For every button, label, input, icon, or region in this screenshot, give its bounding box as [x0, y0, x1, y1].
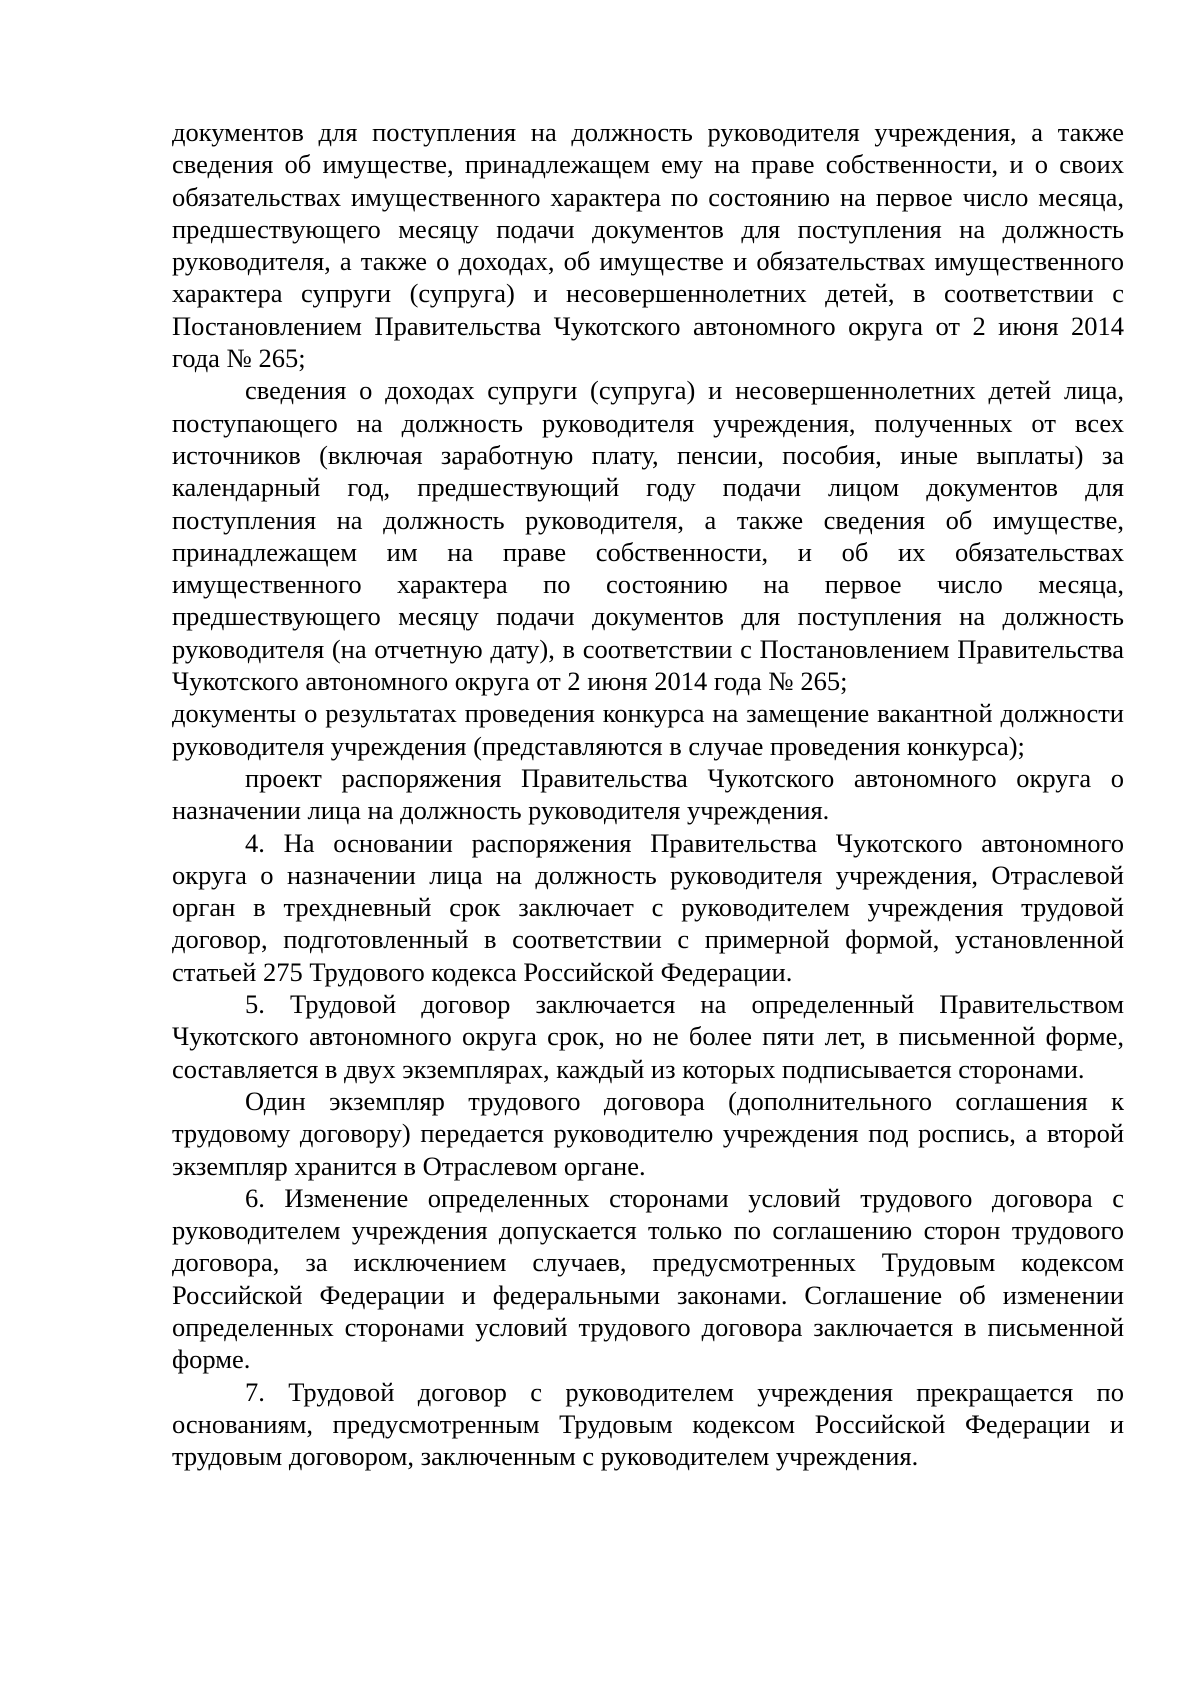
paragraph-item-5: 5. Трудовой договор заключается на определенный Правительством Чукотского автономного округа срок, но не более пяти лет, в письменной форме, составляется в двух экземплярах, каждый из которых подписывается сторонами.	[172, 989, 1124, 1084]
paragraph-item-7: 7. Трудовой договор с руководителем учреждения прекращается по основаниям, предусмотренным Трудовым кодексом Российской Федерации и трудовым договором, заключенным с руководителем учреждения.	[172, 1376, 1124, 1472]
paragraph-copy-of-contract: Один экземпляр трудового договора (дополнительного соглашения к трудовому договору) передается руководителю учреждения под роспись, а второй экземпляр хранится в Отраслевом органе.	[172, 1085, 1124, 1181]
paragraph-competition-results: документы о результатах проведения конкурса на замещение вакантной должности руководителя учреждения (представляются в случае проведения конкурса);	[172, 698, 1124, 761]
paragraph-item-6: 6. Изменение определенных сторонами условий трудового договора с руководителем учреждения допускается только по соглашению сторон трудового договора, за исключением случаев, предусмотренных Трудовым кодексом Российской Федерации и федеральными законами. Соглашение об изменении определенных сторонами условий трудового договора заключается в письменной форме.	[172, 1182, 1124, 1375]
paragraph-documents-continuation: документов для поступления на должность руководителя учреждения, а также сведения об имуществе, принадлежащем ему на праве собственности, и о своих обязательствах имущественного характера по состоянию на первое число месяца, предшествующего месяцу подачи документов для поступления на должность руководителя, а также о доходах, об имуществе и обязательствах имущественного характера супруги (супруга) и несовершеннолетних детей, в соответствии с Постановлением Правительства Чукотского автономного округа от 2 июня 2014 года № 265;	[172, 117, 1124, 374]
paragraph-spouse-income: сведения о доходах супруги (супруга) и несовершеннолетних детей лица, поступающего на должность руководителя учреждения, полученных от всех источников (включая заработную плату, пенсии, пособия, иные выплаты) за календарный год, предшествующий году подачи лицом документов для поступления на должность руководителя, а также сведения об имуществе, принадлежащем им на праве собственности, и об их обязательствах имущественного характера по состоянию на первое число месяца, предшествующего месяцу подачи документов для поступления на должность руководителя (на отчетную дату), в соответствии с Постановлением Правительства Чукотского автономного округа от 2 июня 2014 года № 265;	[172, 375, 1124, 697]
document-page	[172, 116, 1124, 1472]
paragraph-order-draft: проект распоряжения Правительства Чукотского автономного округа о назначении лица на должность руководителя учреждения.	[172, 762, 1124, 826]
paragraph-item-4: 4. На основании распоряжения Правительства Чукотского автономного округа о назначении лица на должность руководителя учреждения, Отраслевой орган в трехдневный срок заключает с руководителем учреждения трудовой договор, подготовленный в соответствии с примерной формой, установленной статьей 275 Трудового кодекса Российской Федерации.	[172, 827, 1124, 987]
